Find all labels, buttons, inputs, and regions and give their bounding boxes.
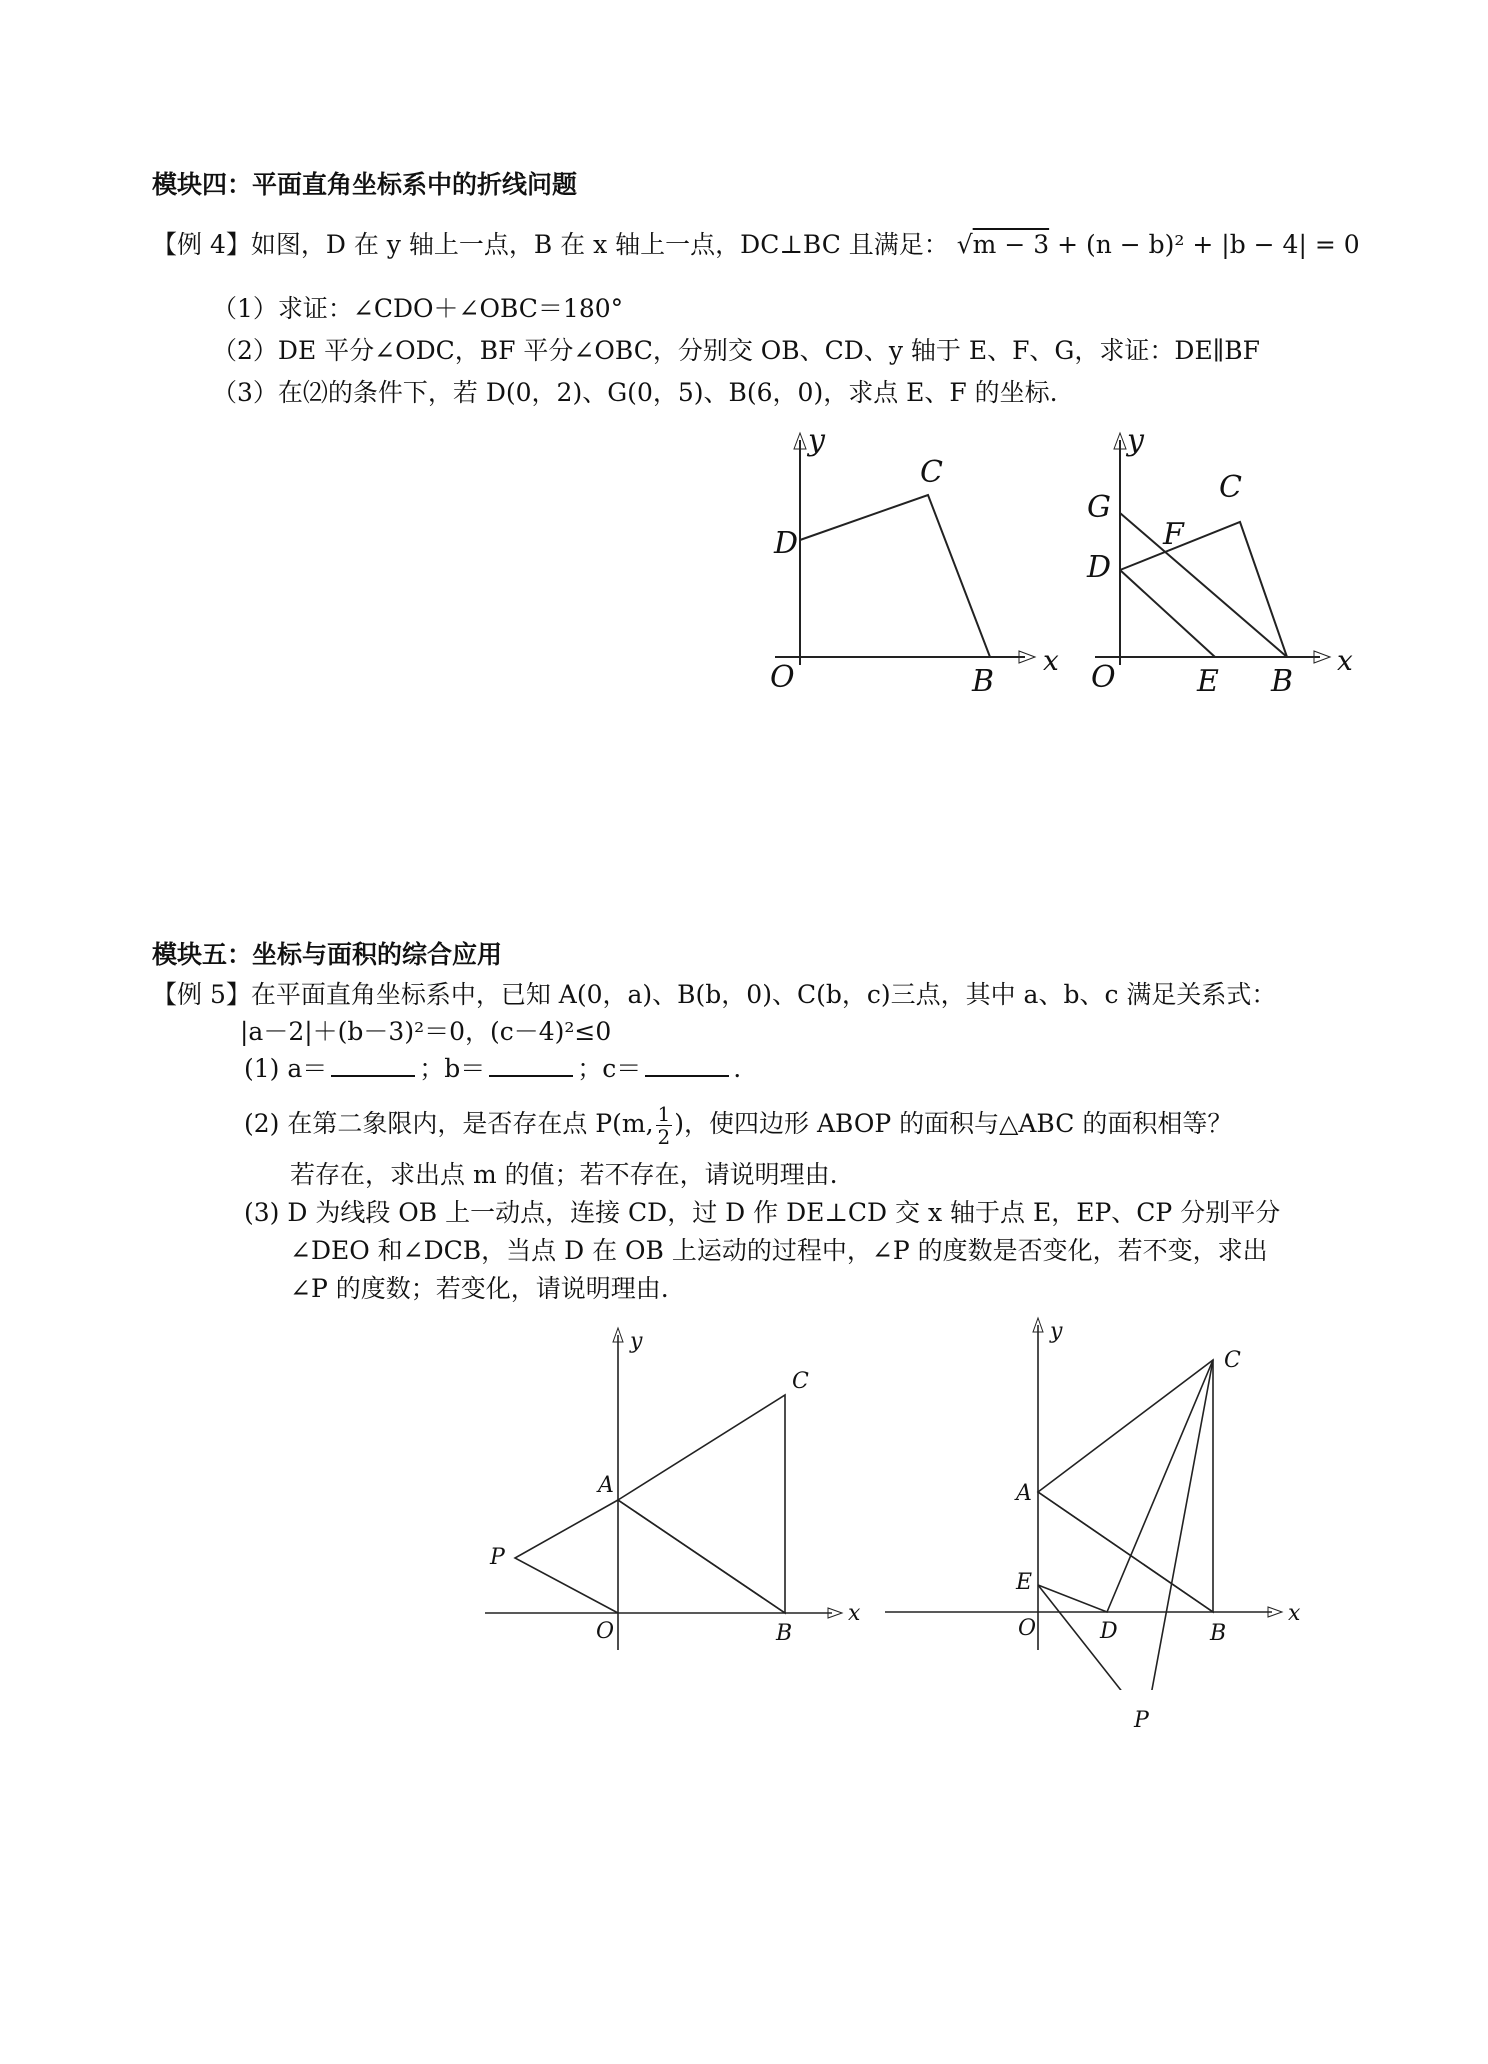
answer-blank-a[interactable] — [331, 1053, 415, 1077]
triangle-ACB — [1038, 1360, 1213, 1612]
example5-question-3-line3: ∠P 的度数；若变化，请说明理由. — [290, 1274, 669, 1303]
fig1-label-x: x — [1043, 644, 1059, 677]
fig2-label-B: B — [1271, 664, 1294, 699]
fig4-label-C: C — [1224, 1348, 1241, 1373]
fig2-label-D: D — [1087, 550, 1112, 585]
module5-title: 模块五：坐标与面积的综合应用 — [152, 940, 503, 969]
triangle-ABC — [618, 1395, 785, 1613]
segment-AB — [618, 1500, 785, 1613]
example4-question-1: （1）求证：∠CDO＋∠OBC＝180° — [212, 294, 624, 323]
fig3-label-O: O — [596, 1619, 615, 1644]
fraction-denominator: 2 — [657, 1125, 671, 1149]
fraction-one-half — [656, 1103, 673, 1148]
q1-a-label: (1) a＝ — [244, 1054, 328, 1083]
segment-AB — [1038, 1492, 1213, 1612]
fig4-label-y: y — [1050, 1319, 1063, 1344]
fig2-label-C: C — [1219, 470, 1242, 505]
example4-question-3: （3）在⑵的条件下，若 D(0，2)、G(0，5)、B(6，0)，求点 E、F 的坐标. — [212, 378, 1058, 407]
path-APO — [515, 1500, 618, 1613]
fraction-numerator: 1 — [657, 1102, 671, 1126]
condition-rest: + (n − b)² + |b − 4| = 0 — [1049, 230, 1360, 259]
example5-question-3-line2: ∠DEO 和∠DCB，当点 D 在 OB 上运动的过程中，∠P 的度数是否变化，若不变，求出 — [290, 1236, 1268, 1265]
fig2-label-E: E — [1197, 664, 1219, 699]
path-EPC — [1038, 1360, 1213, 1690]
example5-question-3-line1: (3) D 为线段 OB 上一动点，连接 CD，过 D 作 DE⊥CD 交 x 轴于点 E，EP、CP 分别平分 — [244, 1198, 1281, 1227]
fig2-label-y: y — [1127, 425, 1144, 458]
q1-b-label: ；b＝ — [419, 1054, 486, 1083]
module4-title: 模块四：平面直角坐标系中的折线问题 — [152, 170, 578, 199]
example4-stem-text: 【例 4】如图，D 在 y 轴上一点，B 在 x 轴上一点，DC⊥BC 且满足： — [152, 230, 949, 259]
fig3-label-y: y — [630, 1329, 643, 1354]
fig1-label-B: B — [972, 664, 995, 699]
fig3-label-P: P — [490, 1545, 505, 1570]
example5-question-1 — [244, 1052, 741, 1086]
sqrt-radicand: m − 3 — [972, 230, 1050, 259]
example5-question-2 — [244, 1100, 1232, 1148]
figure-3 — [470, 1320, 880, 1650]
fig1-label-D: D — [774, 526, 799, 561]
fig3-label-C: C — [792, 1369, 809, 1394]
q2-pre: (2) 在第二象限内，是否存在点 P(m, — [244, 1109, 654, 1138]
example5-relation: |a－2|＋(b－3)²＝0，(c－4)²≤0 — [240, 1017, 612, 1046]
answer-blank-c[interactable] — [645, 1053, 729, 1077]
figure-1 — [760, 425, 1090, 705]
fig1-label-y: y — [808, 425, 825, 458]
fig3-label-B: B — [776, 1621, 793, 1646]
sqrt-sign: √ — [956, 230, 973, 259]
fig4-label-E: E — [1016, 1570, 1033, 1595]
fig3-label-A: A — [598, 1473, 614, 1498]
answer-blank-b[interactable] — [489, 1053, 573, 1077]
fig4-label-A: A — [1016, 1481, 1032, 1506]
q2-post: )，使四边形 ABOP 的面积与△ABC 的面积相等？ — [674, 1109, 1233, 1138]
fig1-label-O: O — [770, 660, 795, 695]
example5-stem: 【例 5】在平面直角坐标系中，已知 A(0，a)、B(b，0)、C(b，c)三点，其中 a、b、c 满足关系式： — [152, 980, 1277, 1009]
fig1-label-C: C — [920, 455, 943, 490]
path-EDC — [1038, 1360, 1213, 1612]
fig4-label-x: x — [1288, 1601, 1301, 1626]
fig4-label-P: P — [1134, 1708, 1149, 1733]
figure-2 — [1075, 425, 1375, 705]
fig2-label-O: O — [1091, 660, 1116, 695]
figure-4-p-label — [1130, 1705, 1160, 1735]
fig2-label-F: F — [1163, 517, 1184, 552]
example4-question-2: （2）DE 平分∠ODC，BF 平分∠OBC，分别交 OB、CD、y 轴于 E、F、G，求证：DE∥BF — [212, 336, 1260, 365]
example4-stem — [152, 228, 1360, 262]
fig4-label-O: O — [1018, 1616, 1037, 1641]
fig2-label-G: G — [1087, 490, 1111, 525]
q1-end: . — [733, 1054, 742, 1083]
fig4-label-D: D — [1100, 1619, 1118, 1644]
example5-question-2-line2: 若存在，求出点 m 的值；若不存在，请说明理由. — [290, 1160, 838, 1189]
figure-4 — [870, 1310, 1310, 1690]
fig2-label-x: x — [1337, 644, 1353, 677]
fig3-label-x: x — [848, 1601, 861, 1626]
q1-c-label: ；c＝ — [577, 1054, 642, 1083]
fig4-label-B: B — [1210, 1621, 1227, 1646]
